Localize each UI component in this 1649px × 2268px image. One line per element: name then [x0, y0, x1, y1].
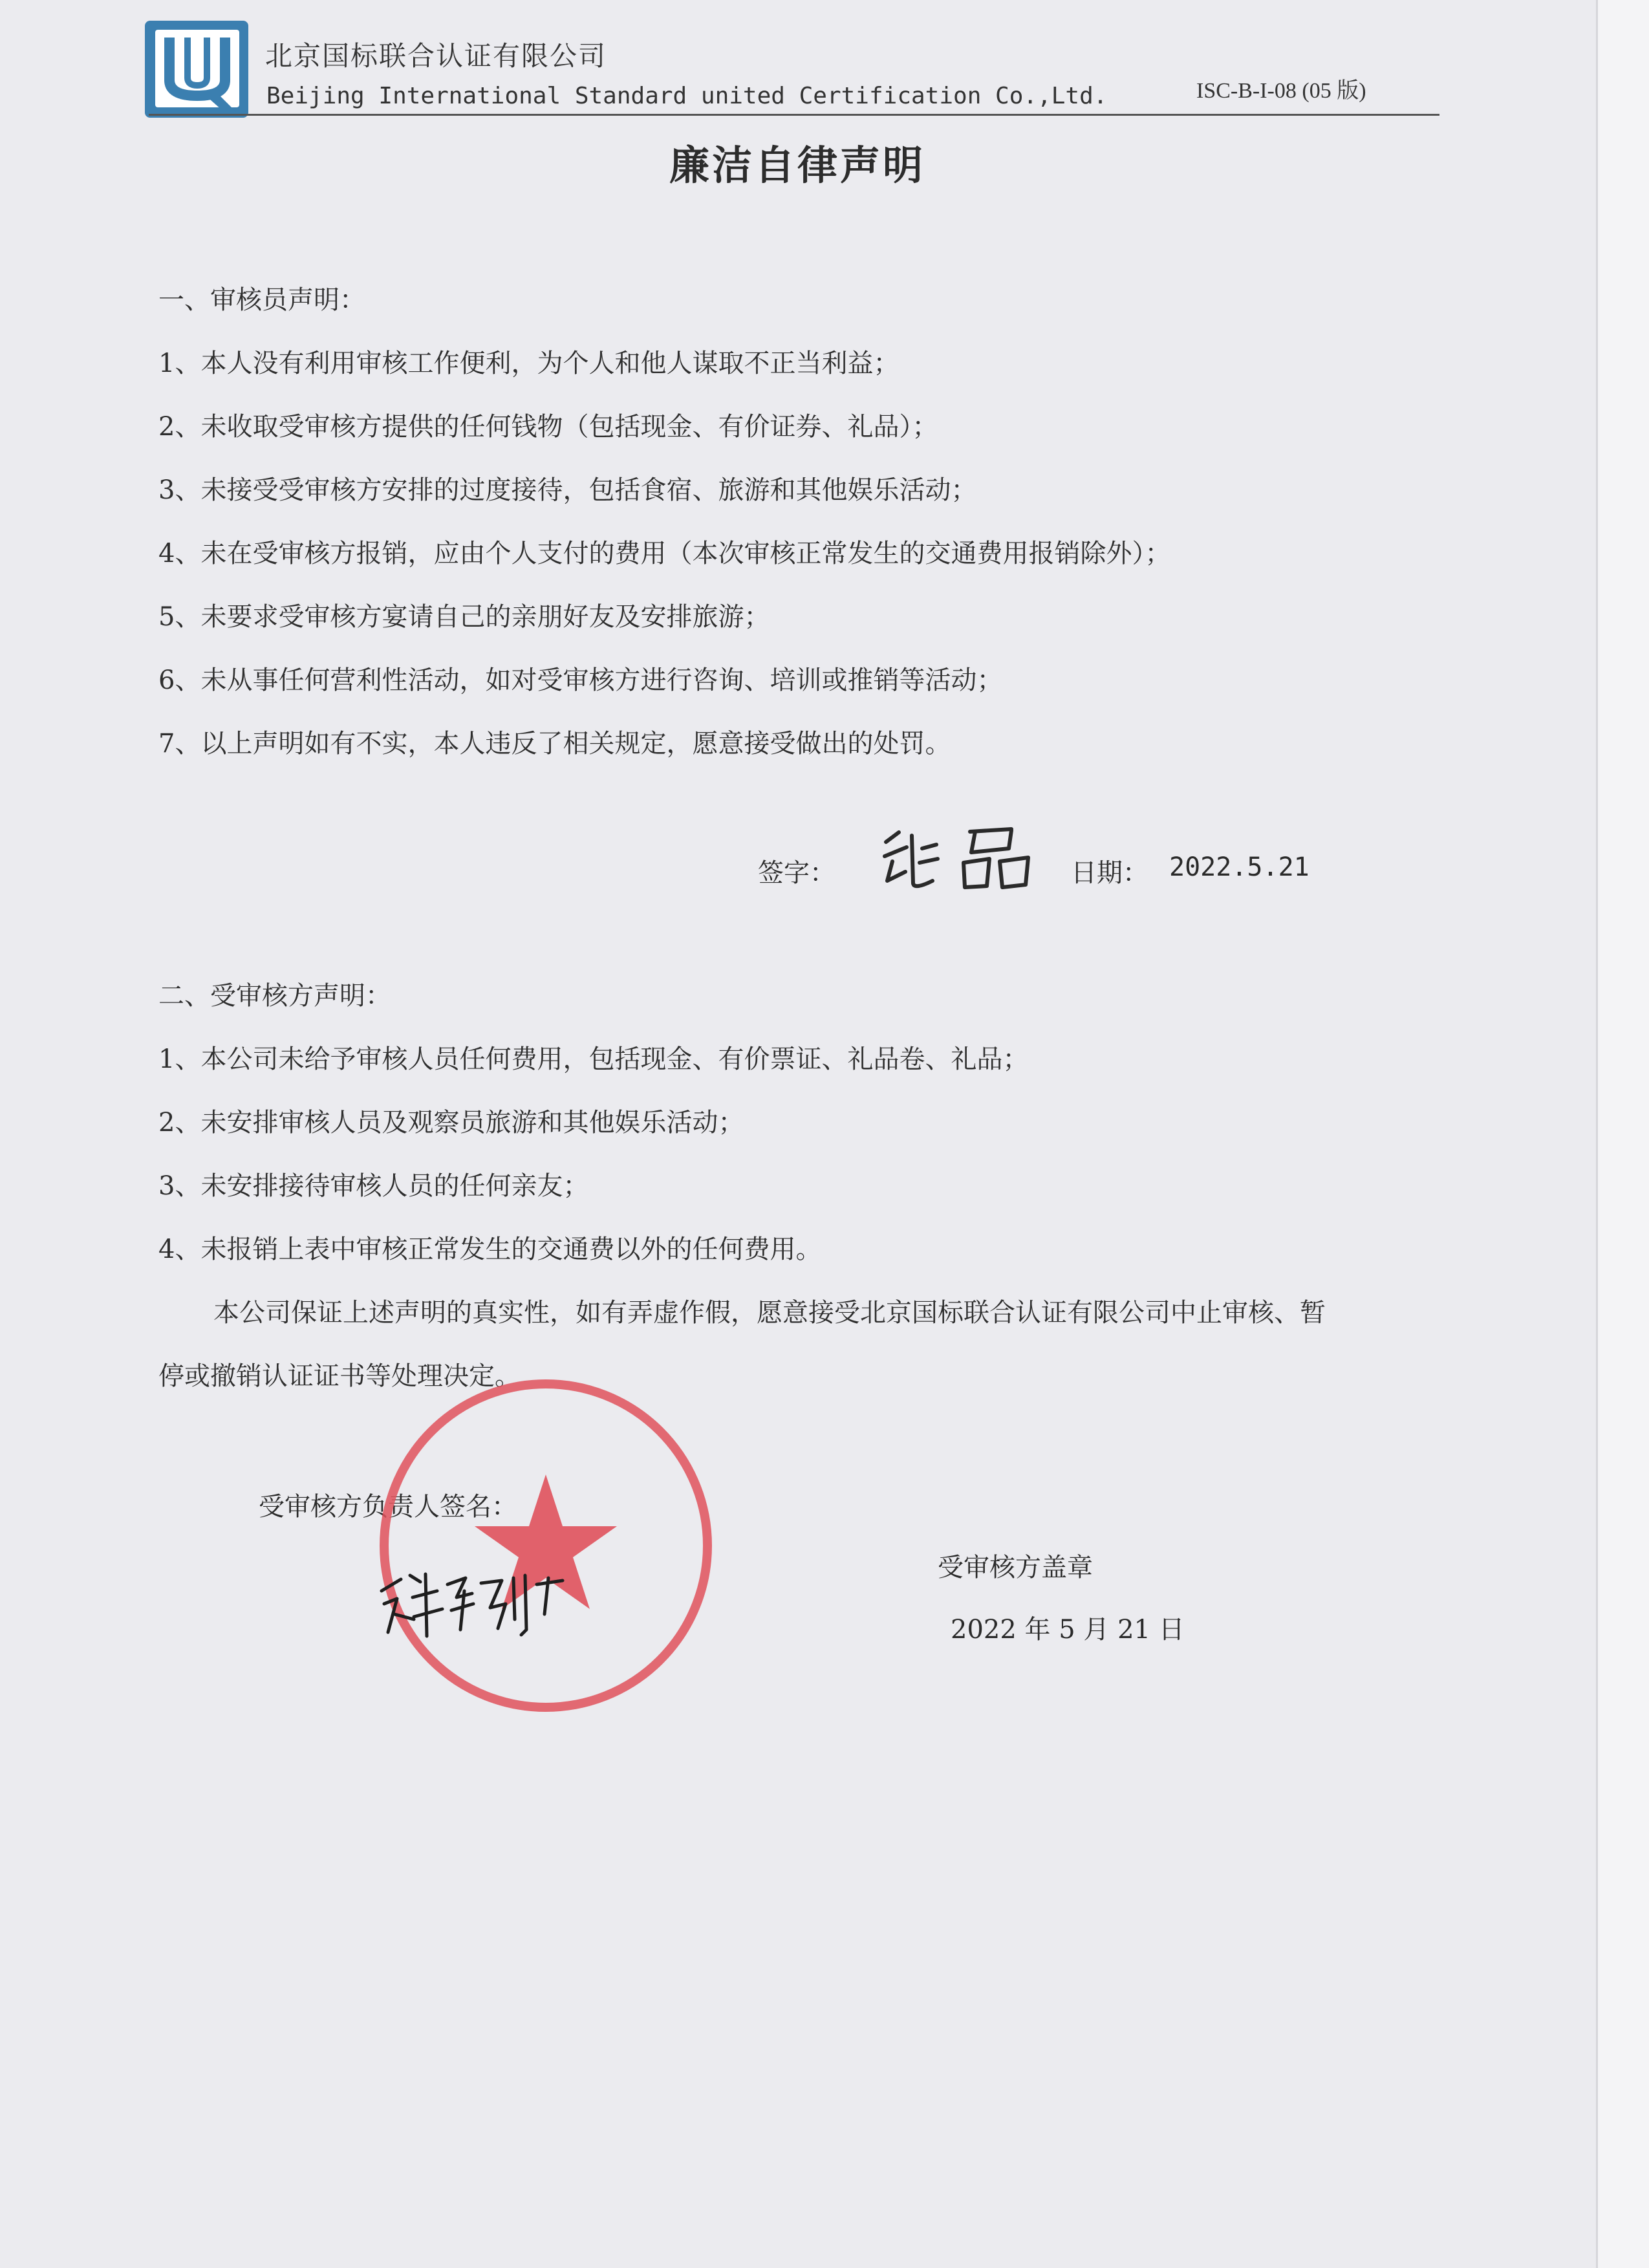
auditor-handwritten-signature	[873, 816, 1048, 900]
header-divider	[149, 114, 1439, 116]
auditor-signature-label: 签字：	[758, 858, 835, 888]
auditee-item: 4、未报销上表中审核正常发生的交通费以外的任何费用。	[158, 1235, 822, 1264]
guarantee-text-line-2: 停或撤销认证证书等处理决定。	[158, 1361, 521, 1391]
company-seal-stamp	[371, 1371, 720, 1720]
company-logo-icon	[142, 18, 252, 120]
company-name-cn: 北京国标联合认证有限公司	[265, 40, 607, 72]
auditee-stamp-label: 受审核方盖章	[938, 1553, 1093, 1582]
auditor-date-label: 日期：	[1071, 858, 1148, 888]
auditee-item: 1、本公司未给予审核人员任何费用，包括现金、有价票证、礼品卷、礼品；	[158, 1044, 1029, 1074]
auditor-date-value: 2022.5.21	[1169, 852, 1310, 882]
document-title: 廉洁自律声明	[669, 142, 925, 189]
auditor-item: 6、未从事任何营利性活动，如对受审核方进行咨询、培训或推销等活动；	[158, 665, 1003, 695]
auditor-section-heading: 一、审核员声明：	[158, 285, 365, 315]
form-code: ISC-B-I-08 (05 版)	[1196, 79, 1366, 103]
auditee-section-heading: 二、受审核方声明：	[158, 981, 391, 1011]
company-name-en: Beijing International Standard united Certification Co.,Ltd.	[266, 83, 1108, 109]
page-edge	[1596, 0, 1649, 2268]
auditee-item: 3、未安排接待审核人员的任何亲友；	[158, 1171, 589, 1201]
auditor-item: 3、未接受受审核方安排的过度接待，包括食宿、旅游和其他娱乐活动；	[158, 475, 977, 505]
responsible-person-signature-label: 受审核方负责人签名：	[259, 1492, 517, 1522]
auditee-item: 2、未安排审核人员及观察员旅游和其他娱乐活动；	[158, 1108, 744, 1138]
auditor-item: 7、以上声明如有不实，本人违反了相关规定，愿意接受做出的处罚。	[158, 729, 951, 759]
auditor-item: 4、未在受审核方报销，应由个人支付的费用（本次审核正常发生的交通费用报销除外）；	[158, 539, 1171, 568]
responsible-person-handwritten-signature	[375, 1552, 588, 1649]
guarantee-text-line-1: 本公司保证上述声明的真实性，如有弄虚作假，愿意接受北京国标联合认证有限公司中止审核、暂	[213, 1298, 1326, 1328]
auditee-stamp-date: 2022 年 5 月 21 日	[951, 1615, 1185, 1645]
auditor-item: 1、本人没有利用审核工作便利，为个人和他人谋取不正当利益；	[158, 349, 900, 378]
auditor-item: 5、未要求受审核方宴请自己的亲朋好友及安排旅游；	[158, 602, 770, 632]
auditor-item: 2、未收取受审核方提供的任何钱物（包括现金、有价证券、礼品）；	[158, 412, 938, 442]
